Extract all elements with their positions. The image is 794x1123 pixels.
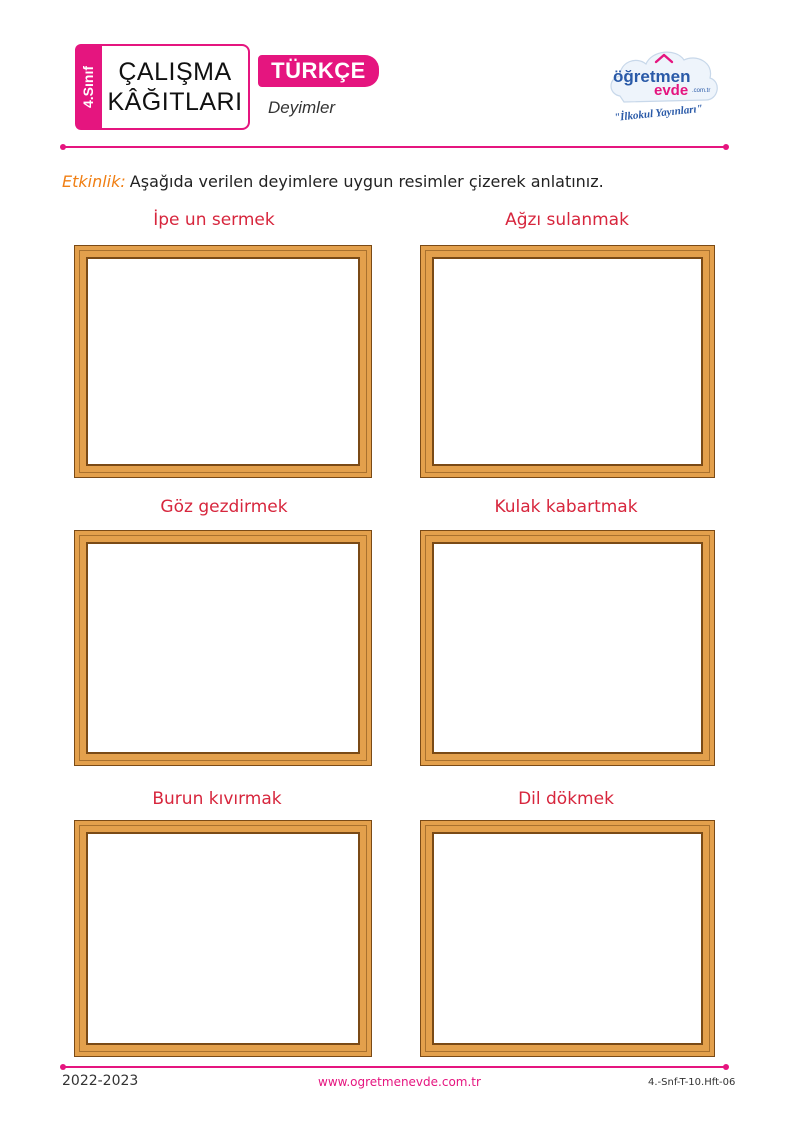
drawing-frame-5[interactable] xyxy=(75,821,371,1056)
idiom-title-3: Göz gezdirmek xyxy=(160,497,288,517)
idiom-title-6: Dil dökmek xyxy=(518,789,614,809)
header-divider xyxy=(64,146,726,148)
logo-name-2: evde xyxy=(654,82,689,99)
footer-divider xyxy=(64,1066,726,1068)
instruction xyxy=(62,172,604,191)
logo-tagline: "İlkokul Yayınları" xyxy=(613,102,704,124)
footer-code: 4.-Snf-T-10.Hft-06 xyxy=(648,1077,736,1088)
cloud-icon xyxy=(606,44,722,130)
footer-dot-right xyxy=(723,1064,729,1070)
idiom-title-5: Burun kıvırmak xyxy=(152,789,282,809)
instruction-text: Aşağıda verilen deyimlere uygun resimler çizerek anlatınız. xyxy=(129,172,604,191)
footer-site-link[interactable]: www.ogretmenevde.com.tr xyxy=(318,1075,481,1089)
logo-domain: .com.tr xyxy=(692,88,711,94)
idiom-title-4: Kulak kabartmak xyxy=(494,497,638,517)
subject-badge: TÜRKÇE xyxy=(258,55,379,87)
idiom-title-1: İpe un sermek xyxy=(153,210,275,230)
drawing-frame-6[interactable] xyxy=(421,821,714,1056)
logo-name-1: öğretmen xyxy=(613,67,691,86)
drawing-frame-2[interactable] xyxy=(421,246,714,477)
drawing-frame-3[interactable] xyxy=(75,531,371,765)
topic-label: Deyimler xyxy=(268,98,336,117)
idiom-title-2: Ağzı sulanmak xyxy=(505,210,629,230)
drawing-frame-4[interactable] xyxy=(421,531,714,765)
title-line-2: KÂĞITLARI xyxy=(107,88,243,116)
drawing-frame-1[interactable] xyxy=(75,246,371,477)
publisher-logo xyxy=(606,44,722,130)
grade-label: 4.Sınıf xyxy=(80,65,96,109)
worksheet-title xyxy=(100,44,250,130)
rule-dot-right xyxy=(723,144,729,150)
instruction-label: Etkinlik: xyxy=(62,172,126,191)
footer-year: 2022-2023 xyxy=(62,1073,139,1089)
grade-tab xyxy=(75,44,101,130)
title-line-1: ÇALIŞMA xyxy=(118,58,232,86)
